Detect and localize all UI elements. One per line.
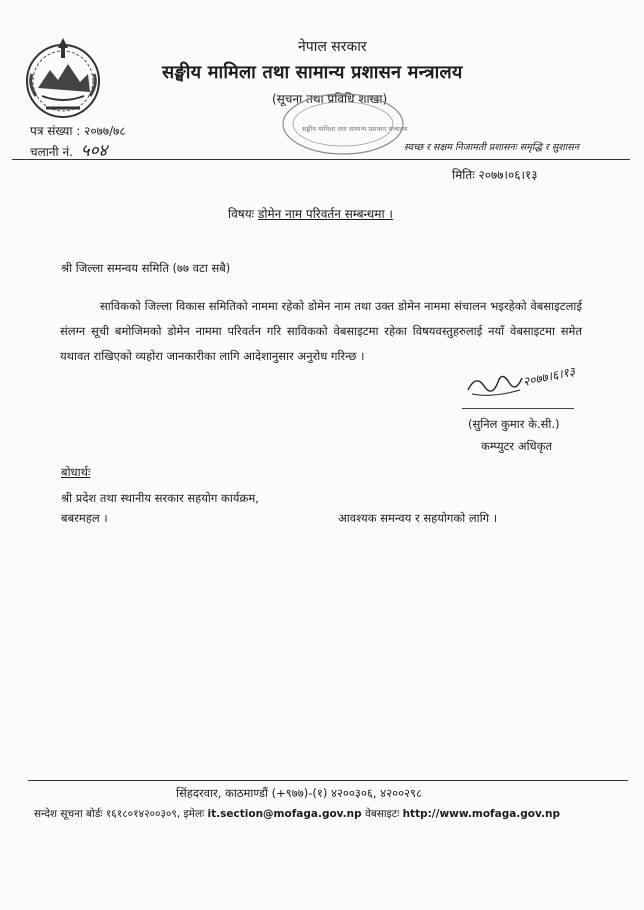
recipient: श्री जिल्ला समन्वय समिति (७७ वटा सबै) xyxy=(61,261,231,275)
notice-board-number: १६१८०१४२००३०९, xyxy=(105,808,181,820)
footer-address: सिंहदरवार, काठमाण्डौं (+९७७)-(१) ४२००३०६, ४२००२९८ xyxy=(176,786,422,800)
website-link[interactable]: http://www.mofaga.gov.np xyxy=(402,808,560,820)
dispatch-number-label: चलानी नं. xyxy=(30,145,73,159)
branch-name: (सूचना तथा प्रविधि शाखा) xyxy=(272,92,388,106)
letter-number-value: २०७७/७८ xyxy=(84,124,126,138)
email-link[interactable]: it.section@mofaga.gov.np xyxy=(207,808,362,820)
ministry-name: सङ्घीय मामिला तथा सामान्य प्रशासन मन्त्रालय xyxy=(162,62,463,83)
cc-heading: बोधार्थः xyxy=(61,465,91,479)
dispatch-number-value: ५०४ xyxy=(80,141,108,161)
cc-recipient-location: बबरमहल । xyxy=(61,511,108,525)
notice-board-label: सन्देश सूचना बोर्डः xyxy=(34,808,103,820)
website-label: वेबसाइटः xyxy=(365,808,400,820)
signer-name: (सुनिल कुमार के.सी.) xyxy=(468,417,560,431)
letter-body: साविकको जिल्ला विकास समितिको नाममा रहेको डोमेन नाम तथा उक्त डोमेन नाममा संचालन भइरहेको वेबसाइटलाई संलग्न सूची बमोजिमको डोमेन नाममा परिवर्तन गरि साविकको वेबसाइटमा रहेका विषयवस्तुहरुलाई नयाँ वेबसाइटमा समेत यथावत राखिएको व्यहोरा जानकारीका लागि आदेशानुसार अनुरोध गरिन्छ । xyxy=(60,299,582,363)
signer-title: कम्प्युटर अधिकृत xyxy=(481,439,553,453)
dispatch-number xyxy=(30,138,107,161)
handwritten-signature xyxy=(462,356,582,404)
letter-number-label: पत्र संख्या : xyxy=(30,124,81,138)
subject-text: डोमेन नाम परिवर्तन सम्बन्धमा । xyxy=(257,207,393,221)
subject-line xyxy=(228,205,393,222)
email-label: इमेलः xyxy=(183,808,205,820)
signature-date: २०७७।६।१३ xyxy=(521,364,577,389)
cc-recipient: श्री प्रदेश तथा स्थानीय सरकार सहयोग कार्यक्रम, xyxy=(61,491,259,505)
header-divider xyxy=(12,159,630,160)
signature-line xyxy=(462,408,574,409)
office-stamp xyxy=(268,84,418,164)
letter-date: मितिः २०७७।०६।१३ xyxy=(452,168,538,182)
subject-label: विषयः xyxy=(228,207,255,221)
footer-divider xyxy=(28,780,628,781)
nepal-government-emblem-icon xyxy=(20,34,106,120)
footer-contact xyxy=(34,807,560,821)
government-name: नेपाल सरकार xyxy=(298,39,367,55)
cc-purpose: आवश्यक समन्वय र सहयोगको लागि । xyxy=(338,511,498,525)
stamp-text: सङ्घीय मामिला तथा सामान्य प्रशासन मन्त्रालय xyxy=(302,125,408,133)
motto: स्वच्छ र सक्षम निजामती प्रशासनः समृद्धि र सुशासन xyxy=(404,142,579,153)
letter-number xyxy=(30,122,126,139)
